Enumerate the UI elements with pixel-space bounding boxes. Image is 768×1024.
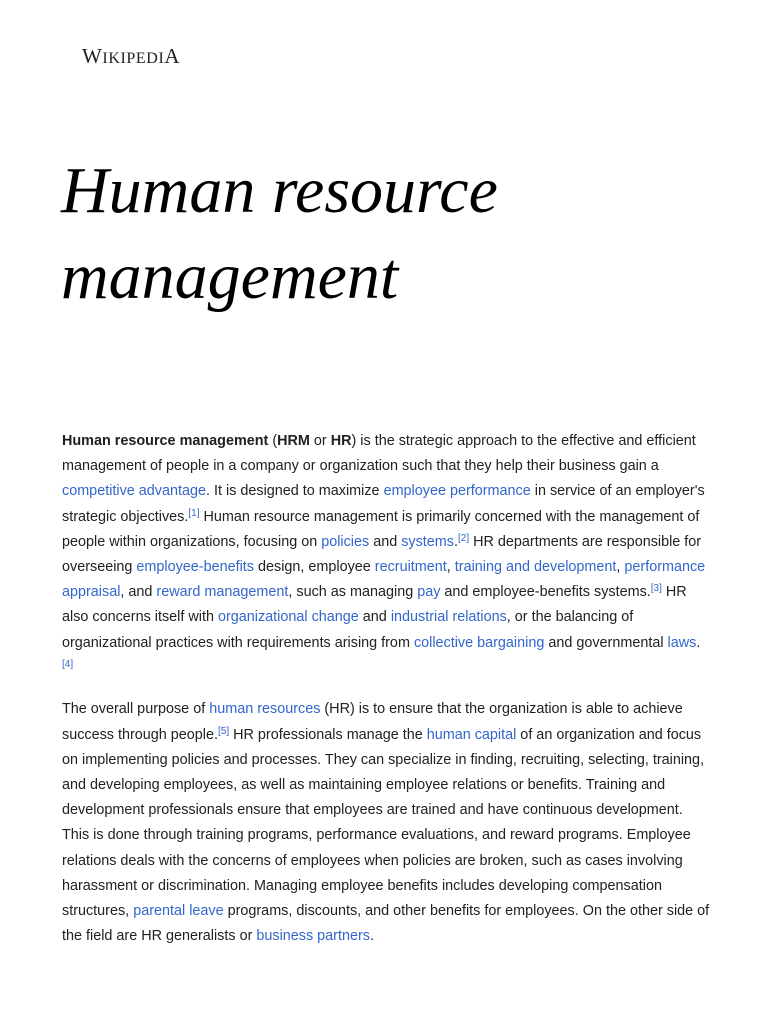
- text: HR professionals manage the: [229, 726, 427, 743]
- text: and governmental: [544, 634, 668, 651]
- link-systems[interactable]: systems: [401, 533, 454, 550]
- text: HR also concerns itself with: [62, 584, 687, 626]
- bold-term-hrm: Human resource management: [62, 433, 269, 449]
- paragraph-intro: [62, 429, 710, 681]
- text: Human resource management is primarily concerned with the management of people within organizations, focusing on: [62, 508, 700, 550]
- text: .: [454, 533, 458, 550]
- link-performance-appraisal[interactable]: performance appraisal: [62, 559, 706, 601]
- link-recruitment[interactable]: recruitment: [374, 559, 447, 576]
- link-competitive-advantage[interactable]: competitive advantage: [62, 483, 206, 500]
- reference-5[interactable]: [5]: [218, 725, 230, 737]
- text: and: [369, 533, 402, 550]
- link-human-capital[interactable]: human capital: [426, 726, 517, 743]
- text: , such as managing: [288, 584, 418, 601]
- link-business-partners[interactable]: business partners: [256, 928, 370, 945]
- reference-2[interactable]: [2]: [458, 532, 470, 544]
- text: HR departments are responsible for overseeing: [62, 533, 702, 576]
- bold-term-hr-abbr: HR: [330, 433, 352, 449]
- wikipedia-wordmark-text: WIKIPEDIA: [82, 44, 181, 68]
- link-reward-management[interactable]: reward management: [156, 584, 289, 601]
- text: The overall purpose of: [62, 701, 210, 718]
- text: .: [696, 634, 701, 651]
- text: in service of an employer's strategic objectives.: [62, 483, 705, 525]
- text: , and: [120, 584, 157, 601]
- link-human-resources[interactable]: human resources: [209, 701, 321, 718]
- text: . It is designed to maximize: [206, 483, 384, 500]
- text: and: [358, 609, 391, 626]
- text: (: [268, 433, 278, 449]
- text: of an organization and focus on implementing policies and processes. They can specialize in finding, recruiting, selecting, training, and developing employees, as well as maintaining employee relations or benefits. Training and development professionals ensure that employees are trained and have continuous development. This is done through training programs, performance evaluations, and reward programs. Employee relations deals with the concerns of employees when policies are broken, such as cases involving harassment or discrimination. Managing employee benefits includes developing compensation structures,: [62, 726, 705, 920]
- text: ) is the strategic approach to the effective and efficient management of people in a company or organization such that they help their business gain a: [62, 433, 696, 475]
- paragraph-purpose: [62, 697, 710, 949]
- text: ,: [616, 559, 625, 576]
- link-laws[interactable]: laws: [667, 634, 697, 651]
- text: , or the balancing of organizational practices with requirements arising from: [62, 609, 634, 651]
- reference-3[interactable]: [3]: [650, 583, 662, 595]
- reference-1[interactable]: [1]: [188, 507, 200, 519]
- link-industrial-relations[interactable]: industrial relations: [390, 609, 507, 626]
- text: or: [309, 433, 331, 449]
- link-parental-leave[interactable]: parental leave: [133, 903, 224, 920]
- link-employee-benefits[interactable]: employee-benefits: [136, 559, 254, 576]
- text: design, employee: [254, 559, 375, 576]
- link-organizational-change[interactable]: organizational change: [217, 609, 359, 626]
- text: and employee-benefits systems.: [440, 584, 651, 601]
- link-policies[interactable]: policies: [321, 533, 370, 550]
- link-training-and-development[interactable]: training and development: [454, 559, 617, 576]
- wikipedia-wordmark[interactable]: [82, 44, 180, 69]
- link-employee-performance[interactable]: employee performance: [383, 483, 531, 500]
- text: (HR) is to ensure that the organization is able to achieve success through people.: [62, 701, 683, 743]
- text: .: [369, 928, 374, 945]
- reference-4[interactable]: [4]: [62, 658, 74, 670]
- link-pay[interactable]: pay: [417, 584, 441, 601]
- article-body: [62, 429, 710, 966]
- link-collective-bargaining[interactable]: collective bargaining: [413, 634, 545, 651]
- bold-term-hrm-abbr: HRM: [277, 433, 310, 449]
- text: programs, discounts, and other benefits for employees. On the other side of the field are HR generalists or: [62, 903, 710, 945]
- text: ,: [446, 559, 455, 576]
- page-title: Human resource management: [61, 154, 498, 313]
